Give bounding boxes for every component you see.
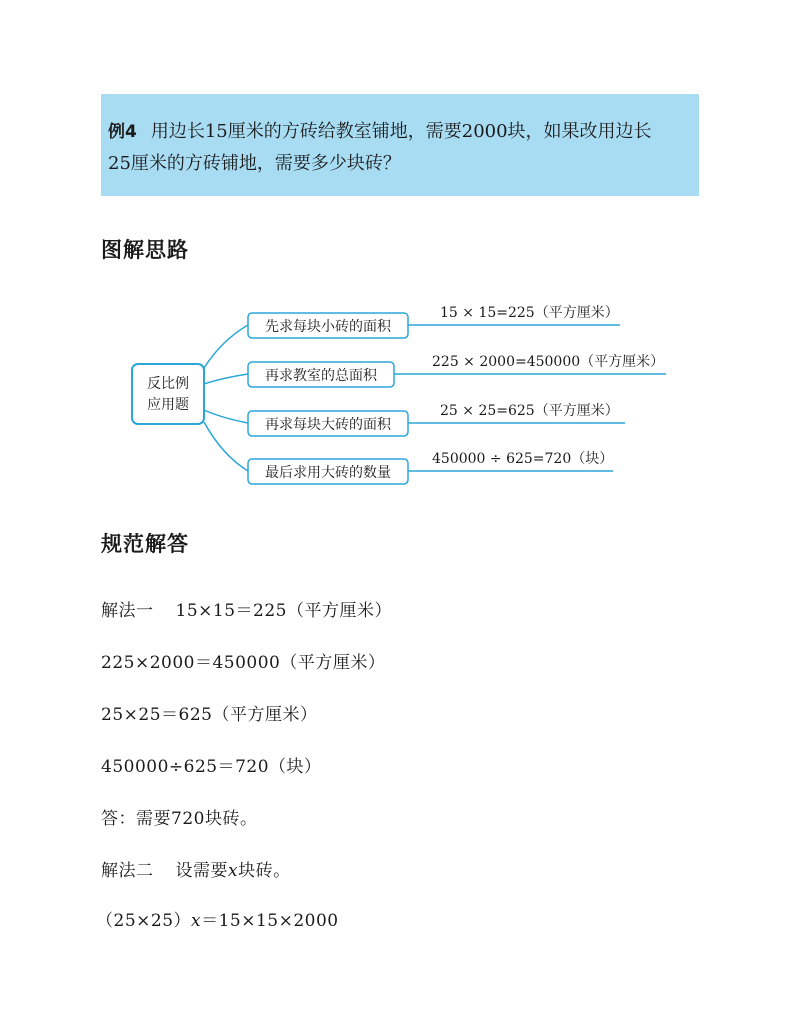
step-formula-3: 25 × 25=625（平方厘米）	[440, 403, 619, 419]
equation-post: ＝15×15×2000	[201, 911, 339, 931]
solution-step-4: 450000÷625＝720（块）	[101, 757, 322, 777]
root-box	[132, 364, 204, 424]
connector-4	[204, 422, 248, 471]
solution-line-1	[101, 596, 392, 621]
solution-answer: 答：需要720块砖。	[101, 809, 258, 829]
solution-step-1: 15×15＝225（平方厘米）	[175, 601, 392, 621]
solution-step-2: 225×2000＝450000（平方厘米）	[101, 653, 386, 673]
root-text-2: 应用题	[147, 397, 189, 413]
method2-text-post: 块砖。	[238, 861, 291, 881]
method2-var: x	[228, 861, 239, 881]
connector-3	[204, 410, 248, 423]
example-line-1: 用边长15厘米的方砖给教室铺地，需要2000块，如果改用边长	[150, 121, 652, 142]
method2-text-pre: 设需要	[175, 861, 228, 881]
section-title-diagram: 图解思路	[101, 238, 189, 262]
connector-1	[204, 325, 248, 368]
equation-pre: （25×25）	[96, 911, 192, 931]
example-line-2: 25厘米的方砖铺地，需要多少块砖？	[108, 153, 401, 174]
example-label: 例4	[108, 122, 137, 142]
connector-2	[204, 374, 248, 384]
solution-equation	[96, 906, 339, 931]
step-label-3: 再求每块大砖的面积	[265, 417, 391, 433]
root-text-1: 反比例	[147, 376, 189, 392]
section-title-solution: 规范解答	[101, 532, 189, 556]
equation-var: x	[191, 911, 202, 931]
method2-label: 解法二	[101, 861, 154, 881]
step-formula-4: 450000 ÷ 625=720（块）	[432, 451, 614, 467]
solution-step-3: 25×25＝625（平方厘米）	[101, 705, 318, 725]
solution-method2-line	[101, 856, 291, 881]
step-formula-2: 225 × 2000=450000（平方厘米）	[432, 354, 665, 370]
step-label-2: 再求教室的总面积	[265, 368, 377, 384]
step-formula-1: 15 × 15=225（平方厘米）	[440, 305, 619, 321]
method1-label: 解法一	[101, 601, 154, 621]
step-label-1: 先求每块小砖的面积	[265, 319, 391, 335]
step-label-4: 最后求用大砖的数量	[265, 465, 391, 481]
